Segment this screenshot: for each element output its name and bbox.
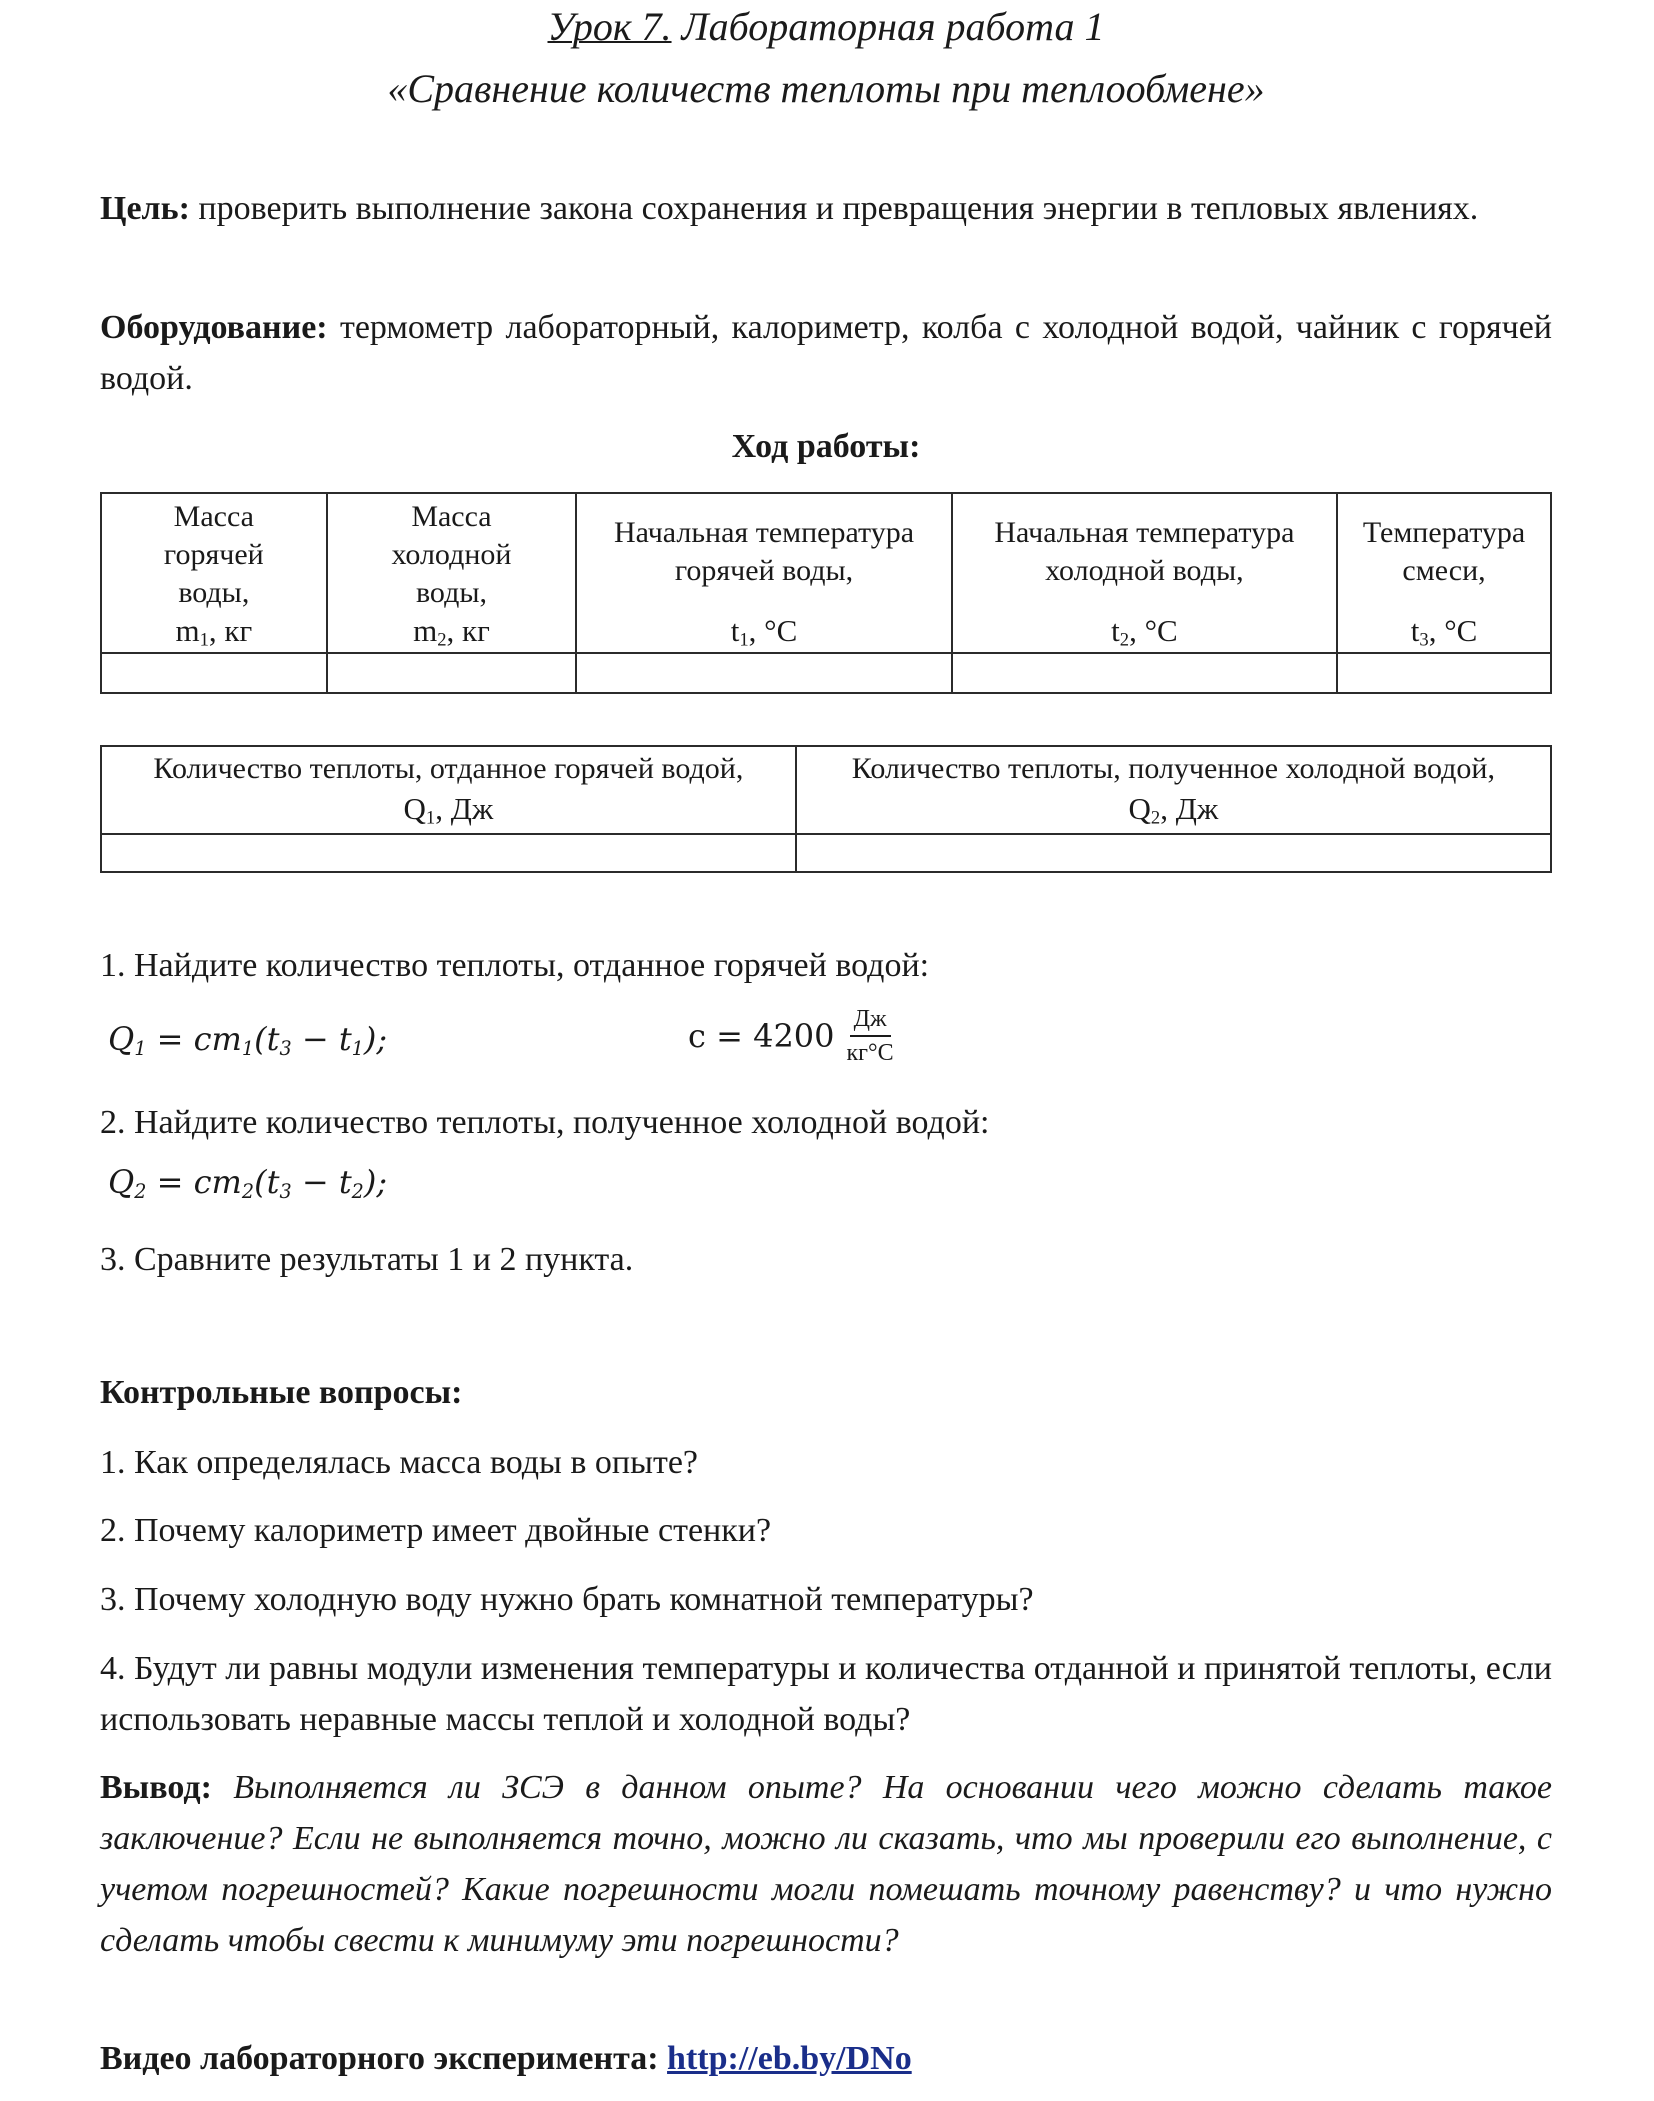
cell-label-line: Начальная температура [994,516,1295,549]
goal-label: Цель: [100,190,190,227]
cell-label-line: холодной воды, [1045,554,1244,587]
lesson-label: Урок 7. [547,4,672,49]
unit-symbol: t [1410,613,1420,648]
unit-rest: , кг [208,613,253,648]
cell-label-line: холодной [391,538,512,571]
question-2: 2. Почему калориметр имеет двойные стенки? [100,1512,772,1549]
equipment-text: термометр лабораторный, калориметр, колба с холодной водой, чайник с горячей водой. [100,309,1552,397]
formula-symbol: Q [108,1163,135,1201]
unit-symbol: m [413,613,438,648]
input-cell-heat-given[interactable] [101,834,796,872]
unit-subscript: 3 [1419,629,1429,651]
header-cell-cold-mass [327,493,577,653]
unit-subscript: 2 [1119,629,1130,651]
formula-part: − t [291,1163,352,1201]
title-text: Лабораторная работа 1 [671,4,1105,49]
unit-rest: , °С [1428,613,1478,648]
constant-unit [847,1005,894,1067]
header-cell-cold-temp [952,493,1337,653]
formula-part: = cm [146,1020,242,1058]
specific-heat-constant [688,1005,894,1067]
formula-subscript: 3 [279,1179,292,1203]
input-cell-cold-mass[interactable] [327,653,577,693]
formula-symbol: Q [108,1020,135,1058]
conclusion-text: Выполняется ли ЗСЭ в данном опыте? На основании чего можно сделать такое заключение? Если не выполняется точно, можно ли сказать, что мы проверили его выполнение, с учетом погрешностей? Какие погрешности могли помешать точному равенству? и что нужно сделать чтобы свести к минимуму эти погрешности? [100,1769,1552,1959]
questions-heading [100,1367,463,1418]
conclusion-label: Вывод: [100,1769,212,1806]
table-header-row [101,493,1551,653]
goal-paragraph [100,183,1552,234]
question-4: 4. Будут ли равны модули изменения температуры и количества отданной и принятой теплоты, если использовать неравные массы теплой и холодной воды? [100,1650,1552,1738]
input-cell-hot-temp[interactable] [576,653,951,693]
header-cell-heat-given [101,746,796,834]
video-line [100,2033,912,2084]
formula-subscript: 2 [241,1179,255,1203]
unit-rest: , Дж [1160,791,1219,826]
heat-table [100,745,1552,873]
formula-subscript: 1 [134,1036,147,1060]
formula-part: ); [363,1020,388,1058]
cell-unit [102,612,326,650]
cell-label-line: Температура [1362,516,1526,549]
formula-subscript: 2 [134,1179,147,1203]
formula-q2 [108,1163,387,1201]
unit-subscript: 1 [425,807,436,829]
document-title [100,0,1552,116]
step-3: 3. Сравните результаты 1 и 2 пункта. [100,1241,634,1278]
unit-subscript: 1 [739,629,749,651]
goal-text: проверить выполнение закона сохранения и превращения энергии в тепловых явлениях. [189,190,1479,227]
formula-subscript: 2 [351,1179,364,1203]
procedure-heading: Ход работы: [731,428,921,465]
unit-denominator: кг°C [846,1040,894,1066]
formula-part: (t [254,1163,280,1201]
question-1: 1. Как определялась масса воды в опыте? [100,1444,699,1481]
formula-subscript: 1 [351,1036,364,1060]
formula-q1 [108,1020,387,1058]
unit-rest: , °С [748,613,798,648]
equipment-label: Оборудование: [100,309,328,346]
cell-label-line: воды, [178,576,250,609]
header-cell-mix-temp [1337,493,1551,653]
video-label: Видео лабораторного эксперимента: [100,2040,668,2077]
header-cell-hot-mass [101,493,327,653]
cell-unit [953,612,1336,650]
video-link[interactable]: http://eb.by/DNo [667,2040,912,2077]
unit-symbol: Q [403,791,426,826]
cell-unit [1338,612,1550,650]
unit-subscript: 2 [437,629,447,651]
unit-rest: , °С [1129,613,1178,648]
questions-heading-text: Контрольные вопросы: [100,1374,463,1411]
formula-subscript: 3 [279,1036,292,1060]
measurements-table [100,492,1552,694]
input-cell-cold-temp[interactable] [952,653,1337,693]
input-cell-heat-received[interactable] [796,834,1551,872]
cell-label-line: смеси, [1402,554,1486,587]
step-1: 1. Найдите количество теплоты, отданное горячей водой: [100,947,930,984]
cell-label: Количество теплоты, отданное горячей водой, [153,752,744,785]
table-row [101,653,1551,693]
document-subtitle: «Сравнение количеств теплоты при теплообмене» [387,66,1265,111]
unit-subscript: 2 [1150,807,1161,829]
cell-label: Количество теплоты, полученное холодной водой, [851,752,1495,785]
cell-label-line: Масса [173,500,254,533]
unit-rest: , Дж [435,791,494,826]
header-cell-hot-temp [576,493,951,653]
cell-label-line: Начальная температура [613,516,915,549]
table-header-row [101,746,1551,834]
question-3: 3. Почему холодную воду нужно брать комнатной температуры? [100,1581,1034,1618]
cell-unit [1128,791,1219,829]
formula-part: = cm [146,1163,242,1201]
cell-label-line: Масса [411,500,492,533]
table-row [101,834,1551,872]
equipment-paragraph [100,302,1552,404]
formula-part: − t [291,1020,352,1058]
cell-unit [577,612,950,650]
unit-numerator: Дж [850,1005,891,1037]
unit-symbol: Q [1128,791,1151,826]
unit-rest: , кг [446,613,490,648]
input-cell-hot-mass[interactable] [101,653,327,693]
conclusion-paragraph [100,1762,1552,1966]
cell-unit [403,791,494,829]
formula-part: ); [363,1163,388,1201]
unit-symbol: t [730,613,740,648]
formula-subscript: 1 [241,1036,255,1060]
cell-label-line: горячей [163,538,264,571]
cell-label-line: горячей воды, [674,554,854,587]
unit-subscript: 1 [199,629,209,651]
cell-label-line: воды, [415,576,487,609]
unit-symbol: t [1111,613,1120,648]
unit-symbol: m [175,613,200,648]
constant-value: c = 4200 [688,1017,835,1055]
formula-part: (t [254,1020,280,1058]
step-2: 2. Найдите количество теплоты, полученное холодной водой: [100,1104,990,1141]
header-cell-heat-received [796,746,1551,834]
input-cell-mix-temp[interactable] [1337,653,1551,693]
cell-unit [328,612,576,650]
